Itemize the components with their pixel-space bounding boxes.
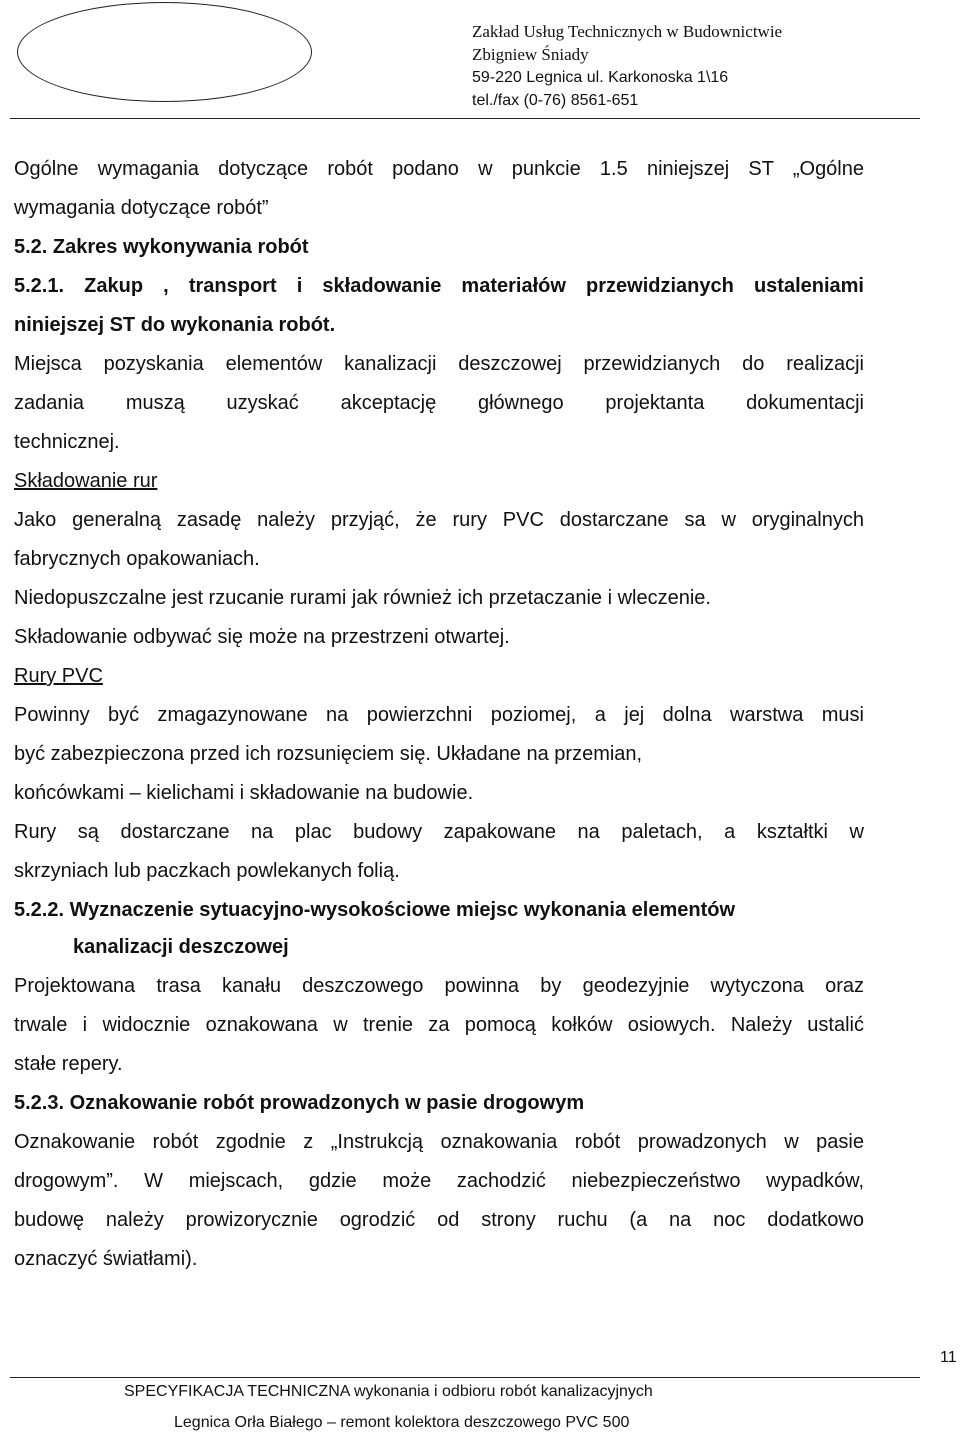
subheading-rury-pvc: Rury PVC bbox=[14, 665, 103, 687]
company-owner: Zbigniew Śniady bbox=[472, 45, 589, 64]
paragraph-line: technicznej. bbox=[14, 431, 120, 453]
paragraph-line: Niedopuszczalne jest rzucanie rurami jak również ich przetaczanie i wleczenie. bbox=[14, 587, 711, 609]
footer-divider bbox=[10, 1377, 920, 1378]
paragraph-line: wymagania dotyczące robót” bbox=[14, 197, 269, 219]
page-number: 11 bbox=[940, 1349, 957, 1366]
section-heading-5-2-3: 5.2.3. Oznakowanie robót prowadzonych w pasie drogowym bbox=[14, 1092, 585, 1114]
section-heading-5-2-2-cont: kanalizacji deszczowej bbox=[73, 936, 289, 958]
section-heading-5-2-1-cont: niniejszej ST do wykonania robót. bbox=[14, 314, 336, 336]
paragraph-line: Oznakowanie robót zgodnie z „Instrukcją oznakowania robót prowadzonych w pasie bbox=[14, 1131, 864, 1153]
page-header bbox=[0, 0, 960, 122]
paragraph-line: Rury są dostarczane na plac budowy zapakowane na paletach, a kształtki w bbox=[14, 821, 864, 843]
paragraph-line: Ogólne wymagania dotyczące robót podano w punkcie 1.5 niniejszej ST „Ogólne bbox=[14, 158, 864, 180]
section-heading-5-2: 5.2. Zakres wykonywania robót bbox=[14, 236, 309, 258]
paragraph-line: stałe repery. bbox=[14, 1053, 123, 1075]
paragraph-line: oznaczyć światłami). bbox=[14, 1248, 198, 1270]
company-info bbox=[472, 20, 782, 112]
section-heading-5-2-2: 5.2.2. Wyznaczenie sytuacyjno-wysokościowe miejsc wykonania elementów bbox=[14, 899, 736, 921]
subheading-skladowanie: Składowanie rur bbox=[14, 470, 158, 492]
paragraph-line: końcówkami – kielichami i składowanie na budowie. bbox=[14, 782, 474, 804]
paragraph-line: Powinny być zmagazynowane na powierzchni poziomej, a jej dolna warstwa musi bbox=[14, 704, 864, 726]
paragraph-line: trwale i widocznie oznakowana w trenie za pomocą kołków osiowych. Należy ustalić bbox=[14, 1014, 864, 1036]
paragraph-line: skrzyniach lub paczkach powlekanych folią. bbox=[14, 860, 400, 882]
section-heading-5-2-1: 5.2.1. Zakup , transport i składowanie materiałów przewidzianych ustaleniami bbox=[14, 275, 864, 297]
company-address: 59-220 Legnica ul. Karkonoska 1\16 bbox=[472, 69, 729, 86]
company-phone: tel./fax (0-76) 8561-651 bbox=[472, 92, 639, 109]
paragraph-line: Projektowana trasa kanału deszczowego powinna by geodezyjnie wytyczona oraz bbox=[14, 975, 864, 997]
logo-oval bbox=[17, 2, 312, 102]
paragraph-line: Miejsca pozyskania elementów kanalizacji deszczowej przewidzianych do realizacji bbox=[14, 353, 864, 375]
paragraph-line: budowę należy prowizorycznie ogrodzić od strony ruchu (a na noc dodatkowo bbox=[14, 1209, 864, 1231]
company-name: Zakład Usług Technicznych w Budownictwie bbox=[472, 22, 783, 41]
footer-spec-title: SPECYFIKACJA TECHNICZNA wykonania i odbioru robót kanalizacyjnych bbox=[124, 1383, 653, 1400]
paragraph-line: być zabezpieczona przed ich rozsunięciem się. Układane na przemian, bbox=[14, 743, 643, 765]
footer-project-title: Legnica Orła Białego – remont kolektora deszczowego PVC 500 bbox=[174, 1414, 630, 1431]
paragraph-line: fabrycznych opakowaniach. bbox=[14, 548, 260, 570]
paragraph-line: Składowanie odbywać się może na przestrzeni otwartej. bbox=[14, 626, 510, 648]
paragraph-line: Jako generalną zasadę należy przyjąć, że rury PVC dostarczane sa w oryginalnych bbox=[14, 509, 864, 531]
paragraph-line: drogowym”. W miejscach, gdzie może zachodzić niebezpieczeństwo wypadków, bbox=[14, 1170, 864, 1192]
paragraph-line: zadania muszą uzyskać akceptację głównego projektanta dokumentacji bbox=[14, 392, 864, 414]
header-divider bbox=[10, 118, 920, 119]
